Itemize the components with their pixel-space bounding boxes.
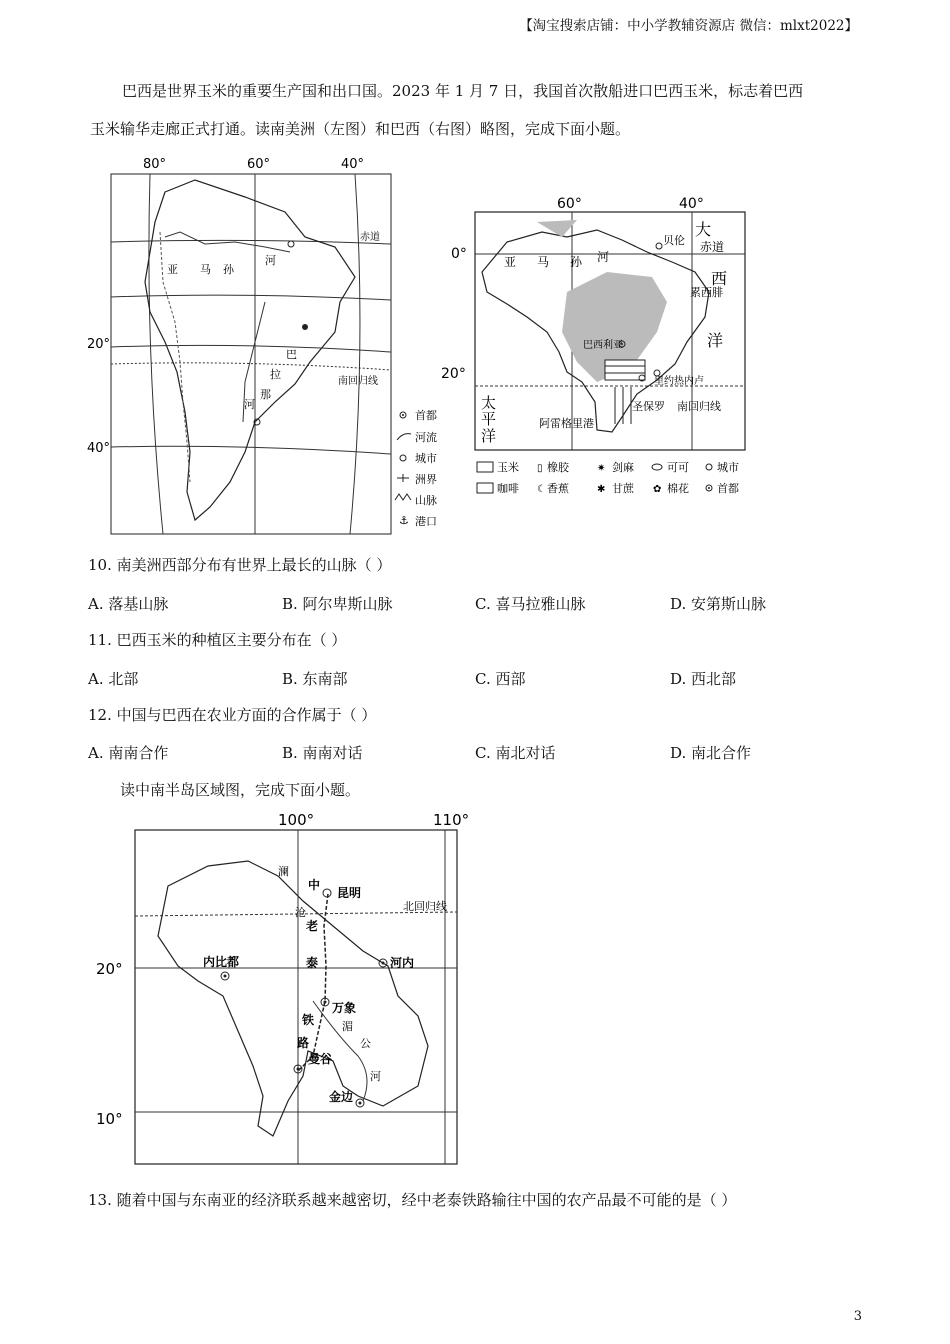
q11-option-d: D. 西北部: [670, 670, 737, 688]
sa-parana-4: 河: [244, 398, 255, 411]
br-legend: [477, 460, 739, 495]
br-legend-sugarcane: 甘蔗: [612, 482, 634, 495]
br-amazon-3: 孙: [570, 255, 583, 269]
br-legend-capital: 首都: [717, 482, 739, 495]
mekong-1: 湄: [342, 1020, 353, 1033]
page-header: 【淘宝搜索店铺：中小学教辅资源店 微信：mlxt2022】: [519, 18, 858, 34]
q12-option-a: A. 南南合作: [88, 744, 169, 762]
south-america-map: [87, 152, 450, 542]
pacific-2: 平: [481, 410, 497, 428]
sea-lon-100: 100°: [278, 811, 315, 829]
br-legend-city: 城市: [717, 461, 739, 474]
sa-parana-2: 拉: [270, 368, 281, 381]
sa-legend-mountain: 山脉: [415, 494, 437, 507]
mekong-2: 公: [360, 1037, 371, 1050]
question-12: 12. 中国与巴西在农业方面的合作属于（ ）: [88, 706, 377, 724]
amazon-river: [165, 232, 290, 252]
question-13: 13. 随着中国与东南亚的经济联系越来越密切，经中老泰铁路输往中国的农产品最不可能的是（ ）: [88, 1191, 737, 1209]
railway-char-4: 铁: [302, 1013, 315, 1027]
q11-option-b: B. 东南部: [282, 670, 348, 688]
lancang-1: 澜: [278, 865, 289, 878]
sa-amazon-3: 孙: [223, 263, 234, 276]
sa-tropic-label: 南回归线: [338, 376, 378, 387]
sa-lat-40: 40°: [87, 441, 111, 456]
page-number: 3: [853, 1309, 862, 1324]
mekong-3: 河: [370, 1070, 381, 1083]
sa-lon-60: 60°: [247, 157, 271, 172]
q12-option-d: D. 南北合作: [670, 744, 752, 762]
sa-legend: [395, 408, 437, 528]
br-legend-cotton: 棉花: [667, 482, 689, 495]
q11-option-c: C. 西部: [475, 670, 526, 688]
pacific-3: 洋: [481, 427, 497, 445]
sa-legend-port: 港口: [415, 515, 437, 528]
sa-lon-40: 40°: [341, 157, 365, 172]
intro-line-2: 玉米输华走廊正式打通。读南美洲（左图）和巴西（右图）略图，完成下面小题。: [90, 120, 631, 138]
railway-char-3: 泰: [306, 956, 319, 970]
br-tropic-label: 南回归线: [677, 400, 721, 413]
q10-option-a: A. 落基山脉: [88, 595, 169, 613]
br-amazon-1: 亚: [504, 255, 517, 269]
intro-2: 读中南半岛区域图，完成下面小题。: [120, 781, 361, 799]
br-lon-60: 60°: [557, 196, 582, 212]
city-paranagua: 阿雷格里港: [539, 417, 594, 430]
br-amazon-2: 马: [537, 255, 550, 269]
city-vientiane: 万象: [332, 1001, 357, 1015]
city-rio: 里约热内卢: [654, 376, 704, 387]
atlantic-2: 西: [711, 269, 728, 288]
city-hanoi: 河内: [390, 956, 415, 970]
question-11: 11. 巴西玉米的种植区主要分布在（ ）: [88, 631, 347, 649]
sa-parana-1: 巴: [286, 348, 297, 361]
br-legend-corn: 玉米: [497, 461, 519, 474]
atlantic-3: 洋: [707, 331, 724, 350]
lancang-2: 沧: [295, 906, 306, 919]
anchor-icon: ⚓: [399, 514, 409, 527]
railway-char-2: 老: [306, 919, 319, 933]
br-lat-20: 20°: [441, 366, 466, 382]
sa-legend-border: 洲界: [415, 473, 437, 486]
br-legend-banana: 香蕉: [547, 482, 569, 495]
city-kunming: 昆明: [337, 886, 362, 900]
sa-amazon-2: 马: [200, 263, 211, 276]
br-legend-cocoa: 可可: [667, 461, 689, 474]
q10-option-c: C. 喜马拉雅山脉: [475, 595, 586, 613]
sa-lat-20: 20°: [87, 337, 111, 352]
q10-option-b: B. 阿尔卑斯山脉: [282, 595, 393, 613]
atlantic-1: 大: [695, 220, 712, 239]
q10-option-d: D. 安第斯山脉: [670, 595, 767, 613]
sa-amazon-1: 亚: [167, 263, 178, 276]
sa-legend-city: 城市: [415, 452, 437, 465]
brazil-map: [441, 192, 775, 502]
sea-lat-20: 20°: [96, 960, 123, 978]
sea-tropic-label: 北回归线: [403, 900, 447, 913]
br-legend-sisal: 剑麻: [612, 461, 634, 474]
city-saopaulo: 圣保罗: [632, 400, 665, 413]
sea-lat-10: 10°: [96, 1110, 123, 1128]
indochina-map: [88, 806, 468, 1168]
pacific-1: 太: [481, 394, 497, 412]
city-phnompenh: 金边: [329, 1090, 354, 1104]
city-naypyidaw: 内比都: [203, 955, 240, 969]
sa-outline: [145, 180, 355, 520]
sa-equator-label: 赤道: [360, 232, 380, 243]
sisal-icon: ✷: [597, 463, 606, 474]
sa-legend-capital: 首都: [415, 409, 437, 422]
cotton-icon: ✿: [653, 484, 662, 495]
city-recife: 累西腓: [690, 286, 723, 299]
intro-line-1: 巴西是世界玉米的重要生产国和出口国。2023 年 1 月 7 日，我国首次散船进口巴西玉米，标志着巴西: [122, 82, 804, 100]
indochina-outline: [158, 861, 428, 1136]
railway-char-1: 中: [308, 878, 321, 892]
banana-icon: ☾: [537, 484, 546, 495]
city-belem: 贝伦: [663, 234, 685, 247]
sea-lon-110: 110°: [433, 811, 470, 829]
br-lat-0: 0°: [451, 246, 467, 262]
sa-legend-river: 河流: [415, 431, 437, 444]
rubber-icon: ▯: [537, 463, 543, 474]
question-10: 10. 南美洲西部分布有世界上最长的山脉（ ）: [88, 556, 392, 574]
br-legend-coffee: 咖啡: [497, 482, 519, 495]
sugarcane-icon: ✱: [597, 484, 606, 495]
br-legend-rubber: 橡胶: [547, 461, 569, 474]
city-brasilia: 巴西利亚: [583, 340, 623, 351]
q11-option-a: A. 北部: [88, 670, 139, 688]
q12-option-c: C. 南北对话: [475, 744, 556, 762]
intro-paragraph: [90, 72, 870, 148]
q12-option-b: B. 南南对话: [282, 744, 363, 762]
sa-amazon-4: 河: [265, 254, 276, 267]
br-equator-label: 赤道: [700, 240, 725, 254]
br-amazon-4: 河: [597, 250, 610, 264]
city-bangkok: 曼谷: [308, 1052, 333, 1066]
br-lon-40: 40°: [679, 196, 704, 212]
sa-lon-80: 80°: [143, 157, 167, 172]
sa-parana-3: 那: [260, 388, 271, 401]
railway-char-5: 路: [297, 1036, 310, 1050]
